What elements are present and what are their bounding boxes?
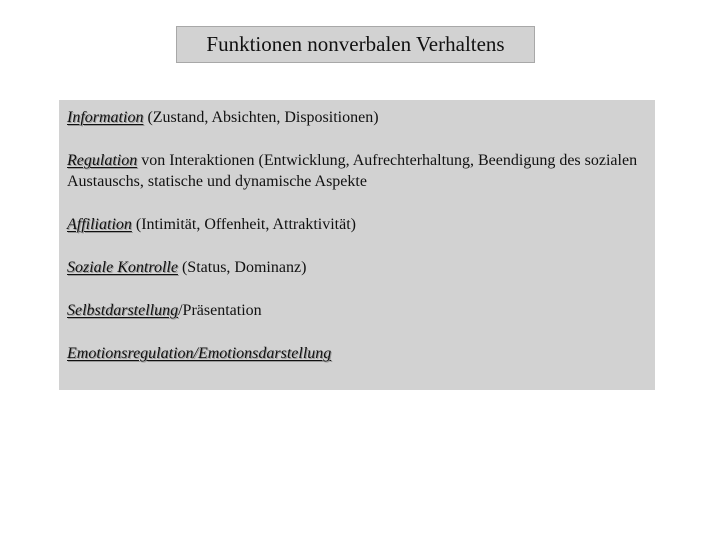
functions-list (59, 100, 655, 390)
term-emotionsregulation: Emotionsregulation/Emotionsdarstellung (67, 345, 332, 362)
term-information: Information (67, 109, 144, 126)
term-selbstdarstellung: Selbstdarstellung (67, 302, 179, 319)
description-soziale-kontrolle: (Status, Dominanz) (177, 259, 307, 276)
list-item-affiliation (67, 214, 647, 235)
list-item-regulation (67, 150, 647, 192)
list-item-soziale-kontrolle (67, 257, 647, 278)
term-regulation: Regulation (67, 152, 138, 169)
list-item-emotionsregulation (67, 343, 647, 364)
term-affiliation: Affiliation (67, 216, 132, 233)
list-item-selbstdarstellung (67, 300, 647, 321)
term-soziale-kontrolle: Soziale Kontrolle (67, 259, 178, 276)
slide-title-text: Funktionen nonverbalen Verhaltens (206, 32, 505, 56)
description-selbstdarstellung: /Präsentation (178, 302, 262, 319)
description-regulation: von Interaktionen (Entwicklung, Aufrechterhaltung, Beendigung des sozialen Austauschs, statische und dynamische Aspekte (67, 152, 638, 190)
description-information: (Zustand, Absichten, Dispositionen) (143, 109, 379, 126)
slide-title (176, 26, 535, 63)
list-item-information (67, 107, 647, 128)
description-affiliation: (Intimität, Offenheit, Attraktivität) (131, 216, 356, 233)
